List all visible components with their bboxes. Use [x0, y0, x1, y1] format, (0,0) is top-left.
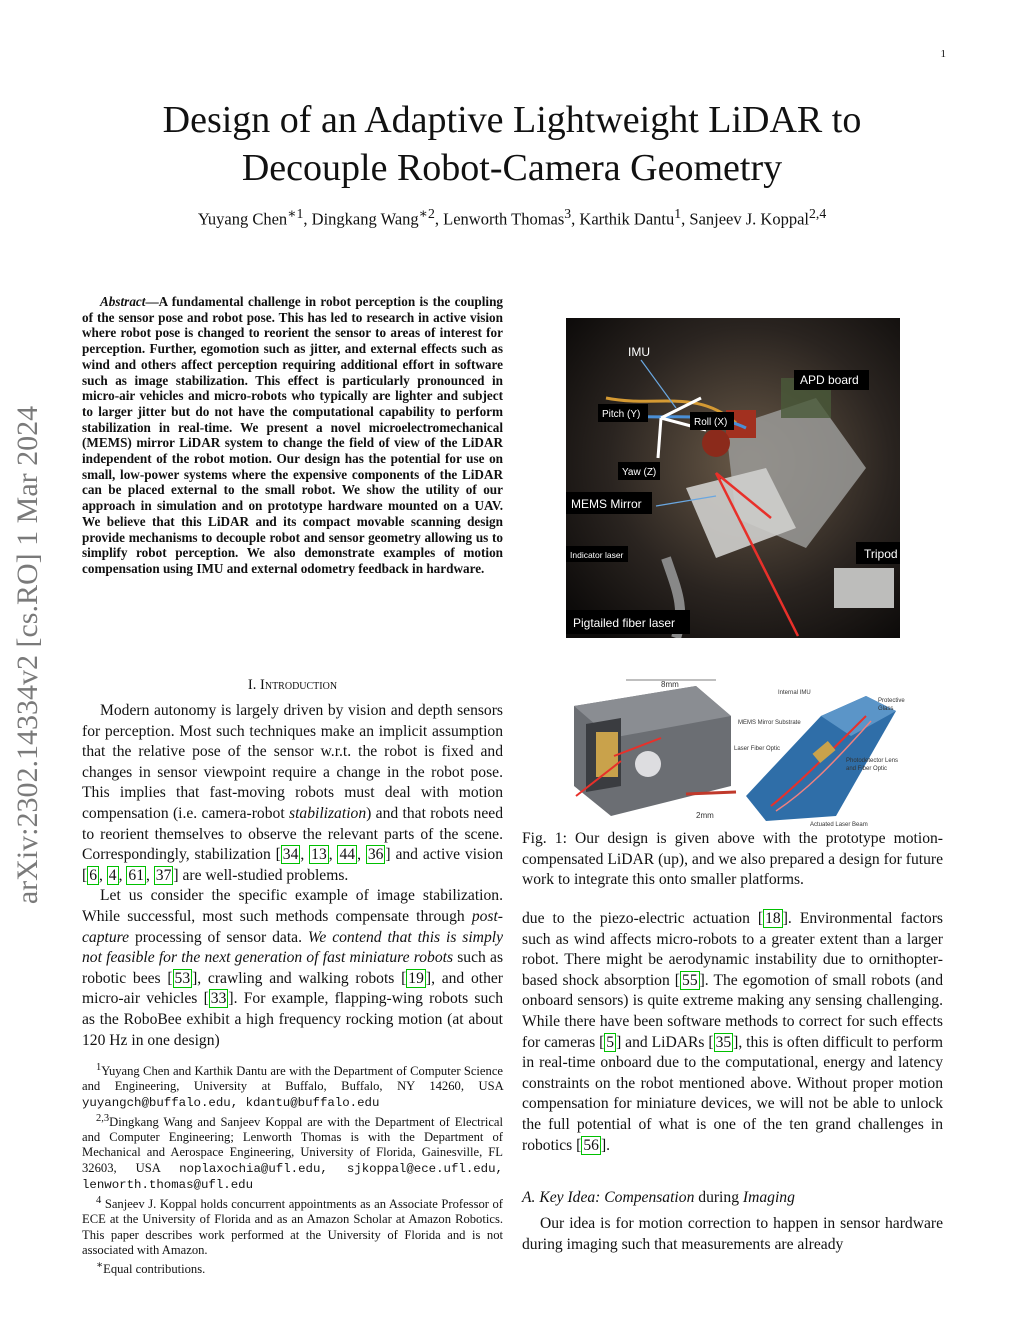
section-number: I.	[247, 677, 257, 693]
footnote: $^4$ Sanjeev J. Koppal holds concurrent appointments as an Associate Professor of ECE at the University of Florida and as an Amazon Scholar at Amazon Robotics. This paper describes work performed at the University of Florida and is not associated with Amazon.	[82, 1195, 504, 1257]
author-affiliation: 3	[564, 206, 572, 221]
author: Dingkang Wang	[311, 209, 419, 229]
citation-link[interactable]: 37	[155, 866, 172, 884]
title-line-1: Design of an Adaptive Lightweight LiDAR to	[162, 99, 862, 141]
svg-text:IMU: IMU	[628, 345, 650, 359]
page-number: 1	[940, 48, 946, 60]
footnotes	[82, 1060, 503, 1277]
citation-link[interactable]: 61	[128, 866, 144, 884]
right-column-text-2	[522, 1214, 943, 1255]
paragraph: due to the piezo-electric actuation [ 18 ]. Environmental factors such as wind affects micro-robots to a greater extent than a larger robot. There might be aerodynamic instability due to ornithopter-based shock absorption [ 55 ]. The egomotion of small robots (and onboard sensors) is quite extreme making any sensing challenging. While there have been software methods to correct for such effects for cameras [ 5 ] and LiDARs [ 35 ], this is often difficult to perform in real-time onboard due to the computational, energy and latency constraints on the robot mentioned above. Without proper motion compensation for miniature devices, we will not be able to unlock the full potential of what is one of the ten grand challenges in robotics [ 56 ].	[522, 910, 944, 1154]
arxiv-stamp	[8, 355, 48, 955]
cad-render	[566, 676, 924, 828]
fiber	[686, 792, 736, 794]
label-glass: Glass	[878, 706, 894, 712]
title-line-2: Decouple Robot-Camera Geometry	[241, 147, 783, 189]
photo-label-pitch: Pitch (Y)	[602, 409, 641, 420]
footnote: ∗Equal contributions.	[96, 1260, 206, 1277]
photo-label-mems: MEMS Mirror	[571, 497, 642, 511]
citation-link[interactable]: 55	[682, 971, 698, 989]
author: Lenworth Thomas	[443, 209, 565, 229]
citation-link[interactable]: 13	[311, 846, 327, 864]
tripod-part	[834, 568, 894, 608]
email[interactable]: yuyangch@buffalo.edu, kdantu@buffalo.edu	[82, 1095, 380, 1110]
author-affiliation: 1	[674, 206, 682, 221]
subsection-heading: A. Key Idea: Compensation during Imaging	[522, 1189, 795, 1206]
footnote: $^1$Yuyang Chen and Karthik Dantu are with the Department of Computer Science and Engineering, University at Buffalo, Buffalo, NY 14260, USA yuyangch@buffalo.edu, kdantu@buffalo.edu	[82, 1062, 503, 1110]
section-title: Introduction	[260, 677, 338, 693]
label-laser-fiber: Laser Fiber Optic	[734, 746, 781, 752]
author-list: Yuyang Chen$^{∗1}$, Dingkang Wang$^{∗2}$, Lenworth Thomas$^3$, Karthik Dantu$^1$, Sanjeev J. Koppal$^{2,4}$	[197, 206, 827, 229]
citation-link[interactable]: 33	[210, 990, 227, 1008]
citation-link[interactable]: 53	[174, 969, 191, 987]
label-protective: Protective	[878, 698, 905, 704]
citation-link[interactable]: 19	[408, 969, 424, 987]
citation-link[interactable]: 34	[282, 846, 299, 864]
label-substrate: MEMS Mirror Substrate	[738, 720, 801, 726]
citation-link[interactable]: 44	[339, 846, 356, 864]
photo-label-imu	[628, 345, 650, 359]
label-photodetector: Photodetector Lens	[846, 758, 899, 764]
photo-label-yaw: Yaw (Z)	[622, 467, 657, 478]
author: Sanjeev J. Koppal	[689, 209, 809, 229]
introduction-text	[82, 701, 503, 1051]
author: Yuyang Chen	[197, 209, 288, 229]
section-heading-introduction	[82, 677, 503, 694]
roll-stage	[702, 429, 730, 457]
label-actuated: Actuated Laser Beam	[810, 822, 868, 828]
paragraph: Modern autonomy is largely driven by vision and depth sensors for perception. Most such techniques make an implicit assumption that the relative pose of the sensor w.r.t. the robot is fixed and changes in sensor viewpoint require a change in the robot pose. This implies that fast-moving robots must deal with motion compensation (i.e. camera-robot stabilization) and that robots need to reorient themselves to observe the relevant parts of the scene. Correspondingly, stabilization [ 34 , 13 , 44 , 36 ] and active vision [ 6 , 4 , 61 , 37 ] are well-studied problems.	[82, 702, 504, 884]
photo-label-tripod: Tripod	[864, 547, 898, 561]
author-affiliation: ∗1	[287, 206, 304, 221]
label-fiber-optic: and Fiber Optic	[846, 766, 888, 772]
right-column-text	[522, 909, 943, 1156]
author: Karthik Dantu	[579, 209, 675, 229]
photo-label-pigtail: Pigtailed fiber laser	[573, 616, 676, 630]
citation-link[interactable]: 56	[583, 1136, 599, 1154]
footnote: $^{2,3}$Dingkang Wang and Sanjeev Koppal are with the Department of Electrical and Computer Engineering; Lenworth Thomas is with the Department of Mechanical and Aerospace Engineering, University of Florida, Gainesville, FL 32603, USA noplaxochia@ufl.edu, sjkoppal@ece.ufl.edu, lenworth.thomas@ufl.edu	[82, 1112, 503, 1192]
mems-die	[596, 732, 618, 777]
lens-hole	[635, 751, 661, 777]
citation-link[interactable]: 4	[108, 866, 117, 884]
email[interactable]: sjkoppal@ece.ufl.edu, lenworth.thomas@ufl.edu	[82, 1161, 503, 1192]
arxiv-id: arXiv:2302.14334v2 [cs.RO] 1 Mar 2024	[11, 405, 44, 905]
paragraph: Let us consider the specific example of image stabilization. While successful, most such methods compensate through post-capture processing of sensor data. We contend that this is simply not feasible for the next generation of fast miniature robots such as robotic bees [ 53 ], crawling and walking robots [ 19 ], and other micro-air vehicles [ 33 ]. For example, flapping-wing robots such as the RoboBee exhibit a high frequency rocking motion (at about 120 Hz in one design)	[82, 887, 504, 1049]
abstract-text: —A fundamental challenge in robot perception is the coupling of the sensor pose and robot pose. This has led to research in active vision where robot pose is changed to reorient the sensor to areas of interest for perception. Further, egomotion such as jitter, and external effects such as wind and others affect perception requiring additional effort in software such as image stabilization. This effect is particularly pronounced in micro-air vehicles and micro-robots who typically are lighter and subject to larger jitter but do not have the computational capability to perform stabilization in real-time. We present a novel microelectromechanical (MEMS) mirror LiDAR system to change the field of view of the LiDAR independent of the robot motion. Our design has the potential for use on small, low-power systems where the expensive components of the LiDAR can be placed external to the small robot. We show the utility of our approach in simulation and on prototype hardware mounted on a UAV. We believe that this LiDAR and its compact movable scanning design provide mechanisms to decouple robot and sensor geometry allowing us to simplify robot perception. We also demonstrate examples of motion compensation using IMU and external odometry feedback in hardware.	[82, 294, 503, 576]
author-affiliation: 2,4	[809, 206, 827, 221]
citation-link[interactable]: 35	[715, 1033, 732, 1051]
abstract	[82, 294, 503, 577]
citation-link[interactable]: 6	[89, 866, 97, 884]
dim-label-2mm: 2mm	[696, 811, 714, 820]
paper-title	[100, 96, 924, 192]
abstract-label: Abstract	[100, 294, 146, 309]
citation-link[interactable]: 36	[367, 846, 384, 864]
author-affiliation: ∗2	[418, 206, 435, 221]
figure-caption: Fig. 1: Our design is given above with the prototype motion-compensated LiDAR (up), and we also prepared a design for future work to integrate this onto smaller platforms.	[522, 830, 943, 889]
citation-link[interactable]: 5	[606, 1033, 615, 1051]
prototype-photo	[566, 318, 900, 638]
label-internal-imu: Internal IMU	[778, 690, 811, 696]
photo-label-roll: Roll (X)	[694, 417, 728, 428]
citation-link[interactable]: 18	[765, 910, 781, 927]
dim-label-8mm: 8mm	[661, 680, 679, 689]
photo-label-apd: APD board	[800, 373, 859, 387]
photo-label-indicator: Indicator laser	[570, 550, 624, 560]
email[interactable]: noplaxochia@ufl.edu,	[179, 1161, 328, 1176]
paragraph: Our idea is for motion correction to happen in sensor hardware during imaging such that measurements are already	[522, 1215, 943, 1253]
